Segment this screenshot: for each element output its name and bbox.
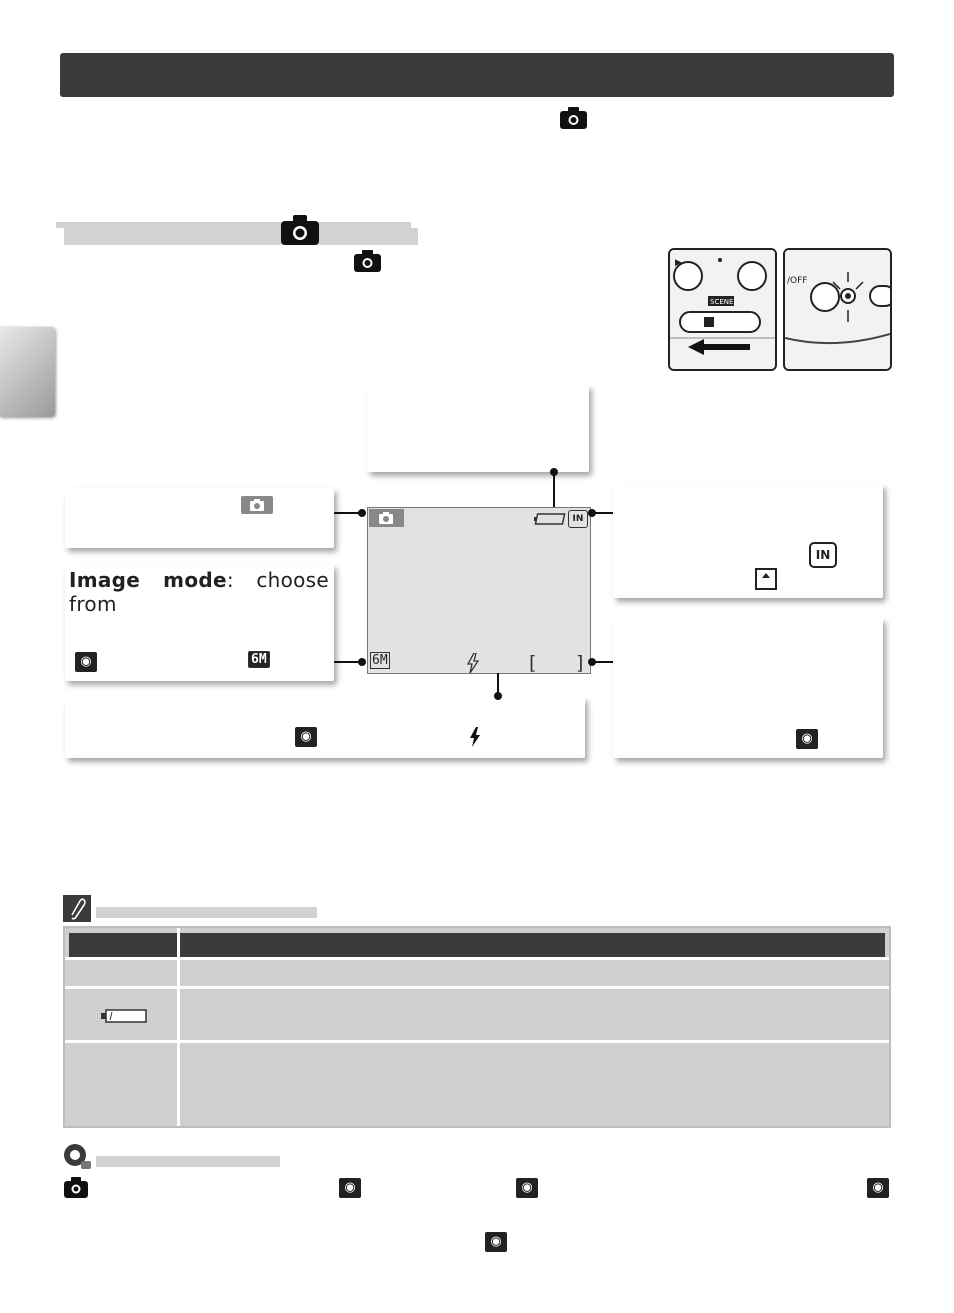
mode-switch-illustration: [668, 248, 777, 371]
scene-label: SCENE: [710, 298, 734, 306]
callout-memory-indicator: [613, 484, 883, 598]
table-header: [69, 933, 885, 957]
monitor-display: [367, 507, 591, 674]
memory-card-icon: [755, 568, 777, 590]
callout-shooting-mode: [65, 488, 334, 548]
svg-text:▶: ▶: [675, 258, 682, 268]
camera-icon: [560, 107, 587, 129]
callout-exposures-remaining: [613, 618, 883, 758]
image-mode-6m-badge: 6M: [248, 651, 270, 668]
leader-dot: [550, 468, 558, 476]
battery-icon: [534, 512, 566, 526]
page-reference-eye-icon: ◉: [295, 727, 317, 747]
page-reference-eye-icon: ◉: [339, 1178, 361, 1198]
page-reference-eye-icon: ◉: [867, 1178, 889, 1198]
section-heading-band: [64, 228, 418, 245]
battery-level-table: [63, 926, 891, 1128]
callout-image-mode: [65, 564, 334, 681]
leader-dot: [358, 658, 366, 666]
lcd-flash-icon: [466, 653, 480, 673]
camera-icon: [64, 1177, 88, 1198]
leader-dot: [588, 509, 596, 517]
chapter-side-tab: [0, 327, 55, 417]
table-row-divider: [65, 1040, 889, 1043]
image-mode-text: : choose from: [69, 568, 329, 616]
battery-icon: [100, 1008, 150, 1024]
lcd-bracket-right: ]: [576, 652, 584, 674]
leader-dot: [494, 692, 502, 700]
leader-dot: [358, 509, 366, 517]
shutter-button-illustration: [783, 248, 892, 371]
flash-icon: [469, 727, 481, 747]
leader-line: [553, 472, 555, 507]
lcd-shooting-mode-icon: [369, 509, 404, 527]
page-reference-eye-icon: ◉: [75, 652, 97, 672]
callout-flash-mode: [65, 697, 585, 758]
lightbulb-tip-icon: [63, 1143, 93, 1171]
page-title-bar: [60, 53, 894, 97]
camera-icon: [354, 250, 381, 272]
page-reference-eye-icon: ◉: [485, 1232, 507, 1252]
page-reference-eye-icon: ◉: [796, 729, 818, 749]
camera-icon: [281, 215, 319, 245]
table-row-divider: [65, 957, 889, 960]
tip-heading-band: [96, 1156, 280, 1167]
page-reference-eye-icon: ◉: [516, 1178, 538, 1198]
lcd-bracket-left: [: [529, 652, 537, 674]
lcd-image-mode-badge: 6M: [372, 653, 388, 668]
shooting-mode-badge: [241, 496, 273, 514]
callout-battery-memory: [367, 385, 589, 472]
image-mode-label: Image mode: [69, 568, 227, 592]
table-row-divider: [65, 986, 889, 989]
note-heading-band: [96, 907, 317, 918]
lcd-internal-memory-icon: IN: [568, 510, 588, 528]
leader-dot: [588, 658, 596, 666]
paperclip-note-icon: [63, 895, 91, 922]
power-off-label: /OFF: [787, 276, 808, 286]
internal-memory-icon: IN: [809, 542, 837, 568]
